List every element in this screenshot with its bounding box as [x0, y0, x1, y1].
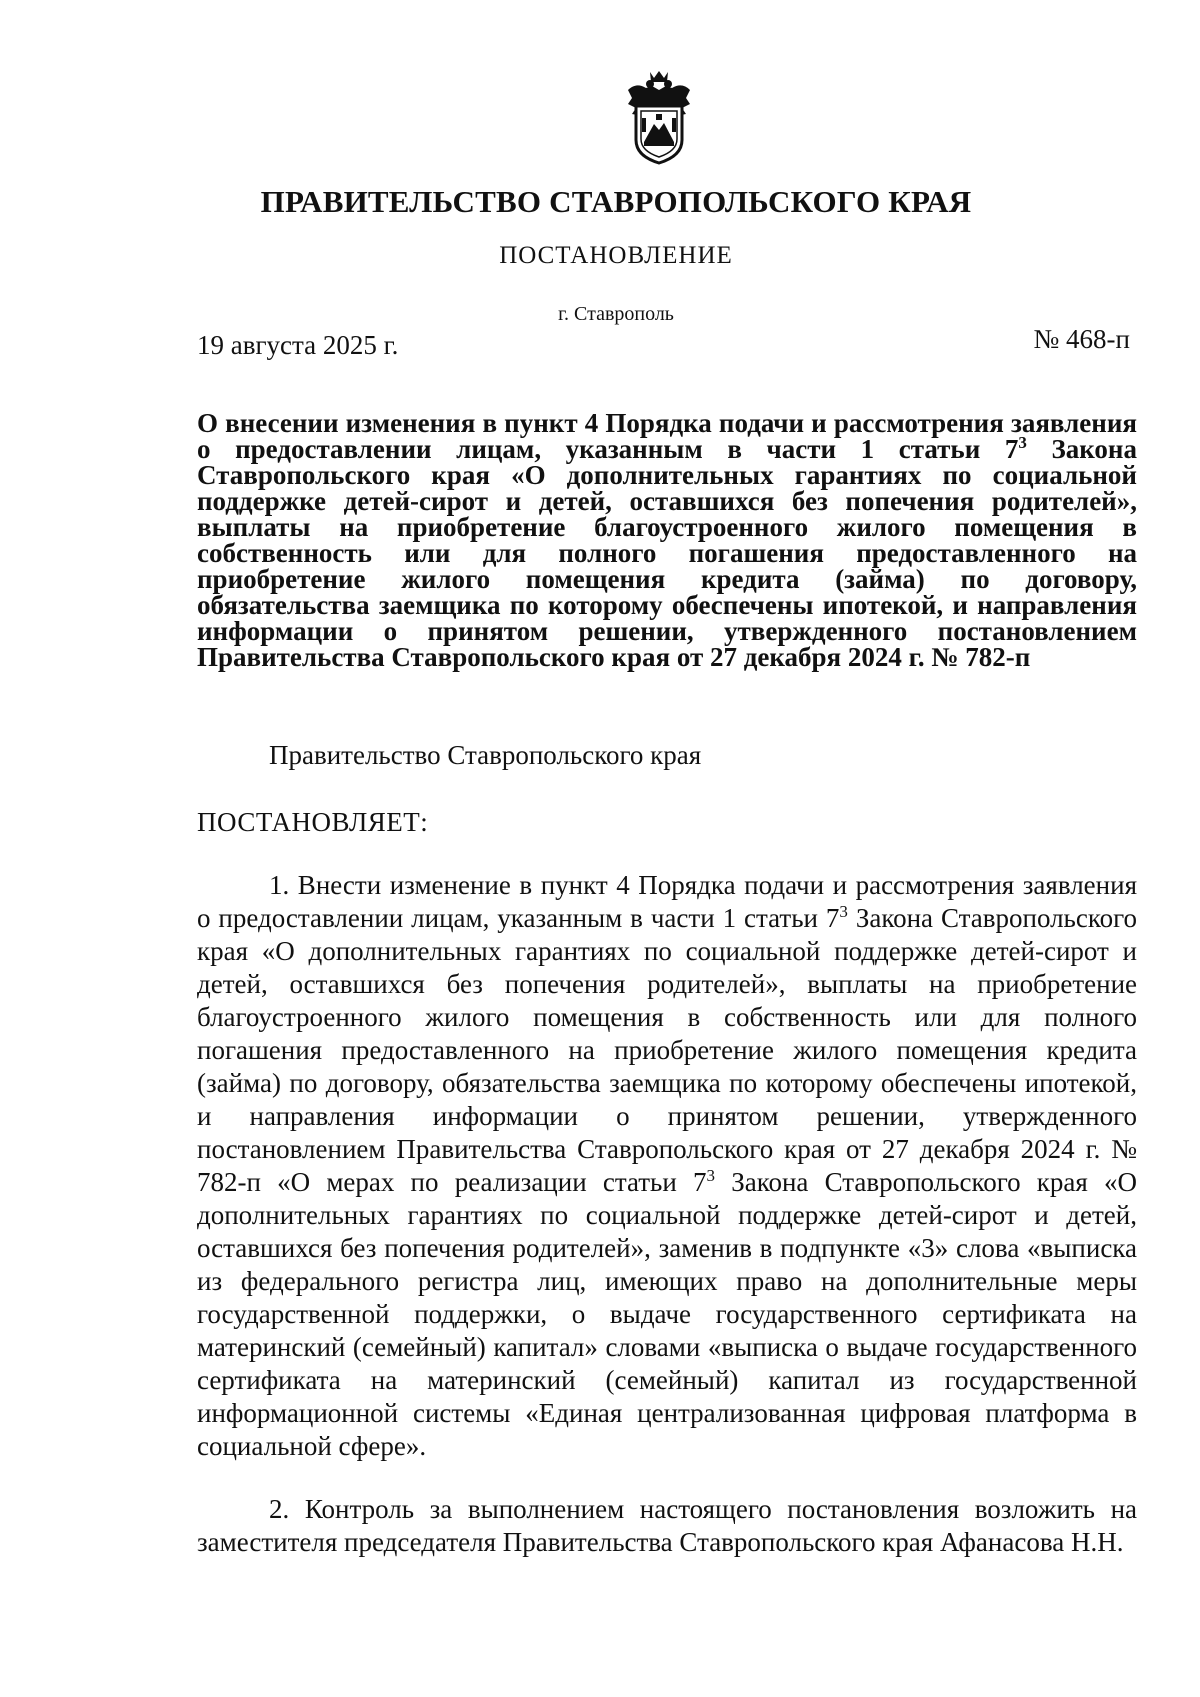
paragraph-2: 2. Контроль за выполнением настоящего постановления возложить на заместителя председателя Правительства Ставропольского края Афанасова Н.Н.	[197, 1494, 1137, 1557]
paragraph-1	[197, 869, 1137, 1463]
document-date: 19 августа 2025 г.	[197, 330, 399, 360]
document-subject	[197, 410, 1137, 670]
paragraph-1-part3: Закона Ставропольского края «О дополнительных гарантиях по социальной поддержке детей-сирот и детей, оставшихся без попечения родителей», заменив в подпункте «3» слова «выписка из федерального регистра лиц, имеющих право на дополнительные меры государственной поддержки, о выдаче государственного сертификата на материнский (семейный) капитал» словами «выписка о выдаче государственного сертификата на материнский (семейный) капитал из государственной информационной системы «Единая централизованная цифровая платформа в социальной сфере».	[197, 1167, 1137, 1461]
organization-title: ПРАВИТЕЛЬСТВО СТАВРОПОЛЬСКОГО КРАЯ	[260, 184, 972, 219]
city: г. Ставрополь	[558, 303, 674, 325]
paragraph-1-superscript-2: 3	[706, 1166, 715, 1185]
coat-of-arms-icon	[622, 68, 696, 166]
document-number: № 468-п	[1033, 324, 1130, 354]
paragraph-1-part1: 1. Внести изменение в пункт 4 Порядка подачи и рассмотрения заявления о предоставлении лицам, указанным в части 1 статьи 7	[197, 870, 1137, 933]
paragraph-1-part2: Закона Ставропольского края «О дополнительных гарантиях по социальной поддержке детей-сирот и детей, оставшихся без попечения родителей», выплаты на приобретение благоустроенного жилого помещения в собственность или для полного погашения предоставленного на приобретение жилого помещения кредита (займа) по договору, обязательства заемщика по которому обеспечены ипотекой, и направления информации о принятом решении, утвержденного постановлением Правительства Ставропольского края от 27 декабря 2024 г. № 782-п «О мерах по реализации статьи 7	[197, 903, 1138, 1197]
government-line: Правительство Ставропольского края	[269, 740, 702, 770]
subject-text-part1: О внесении изменения в пункт 4 Порядка подачи и рассмотрения заявления о предоставлении лицам, указанным в части 1 статьи 7	[197, 408, 1137, 464]
document-type: ПОСТАНОВЛЕНИЕ	[499, 242, 733, 269]
subject-text-part2: Закона Ставропольского края «О дополнительных гарантиях по социальной поддержке детей-сирот и детей, оставшихся без попечения родителей», выплаты на приобретение благоустроенного жилого помещения в собственность или для полного погашения предоставленного на приобретение жилого помещения кредита (займа) по договору, обязательства заемщика по которому обеспечены ипотекой, и направления информации о принятом решении, утвержденного постановлением Правительства Ставропольского края от 27 декабря 2024 г. № 782-п	[197, 434, 1137, 672]
resolves-heading: ПОСТАНОВЛЯЕТ:	[197, 807, 429, 837]
subject-superscript: 3	[1018, 433, 1027, 452]
paragraph-1-superscript-1: 3	[839, 902, 848, 921]
